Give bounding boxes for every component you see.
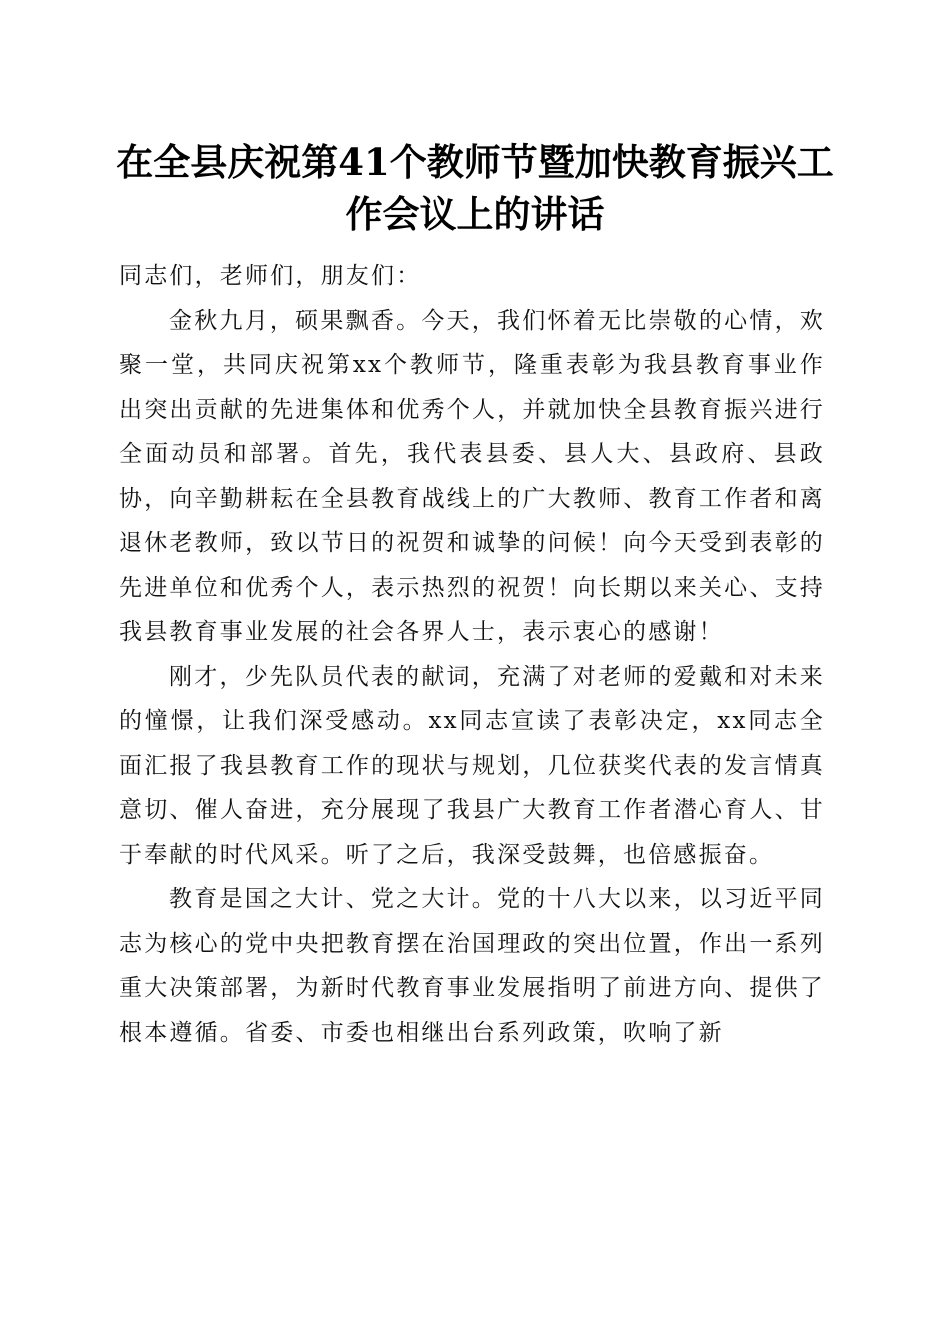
paragraph-education-importance: 教育是国之大计、党之大计。党的十八大以来，以习近平同志为核心的党中央把教育摆在治国理政的突出位置，作出一系列重大决策部署，为新时代教育事业发展指明了前进方向、提供了根本遵循。省委、市委也相继出台系列政策，吹响了新 <box>119 886 825 1046</box>
document-body <box>119 254 825 1055</box>
salutation: 同志们，老师们，朋友们： <box>119 263 422 289</box>
paragraph-review: 刚才，少先队员代表的献词，充满了对老师的爱戴和对未来的憧憬，让我们深受感动。xx同志宣读了表彰决定，xx同志全面汇报了我县教育工作的现状与规划，几位获奖代表的发言情真意切、催人奋进，充分展现了我县广大教育工作者潜心育人、甘于奉献的时代风采。听了之后，我深受鼓舞，也倍感振奋。 <box>119 663 825 868</box>
document-title: 在全县庆祝第41个教师节暨加快教育振兴工作会议上的讲话 <box>116 140 834 236</box>
paragraph-opening: 金秋九月，硕果飘香。今天，我们怀着无比崇敬的心情，欢聚一堂，共同庆祝第xx个教师节，隆重表彰为我县教育事业作出突出贡献的先进集体和优秀个人，并就加快全县教育振兴进行全面动员和部署。首先，我代表县委、县人大、县政府、县政协，向辛勤耕耘在全县教育战线上的广大教师、教育工作者和离退休老教师，致以节日的祝贺和诚挚的问候！向今天受到表彰的先进单位和优秀个人，表示热烈的祝贺！向长期以来关心、支持我县教育事业发展的社会各界人士，表示衷心的感谢！ <box>119 307 825 645</box>
